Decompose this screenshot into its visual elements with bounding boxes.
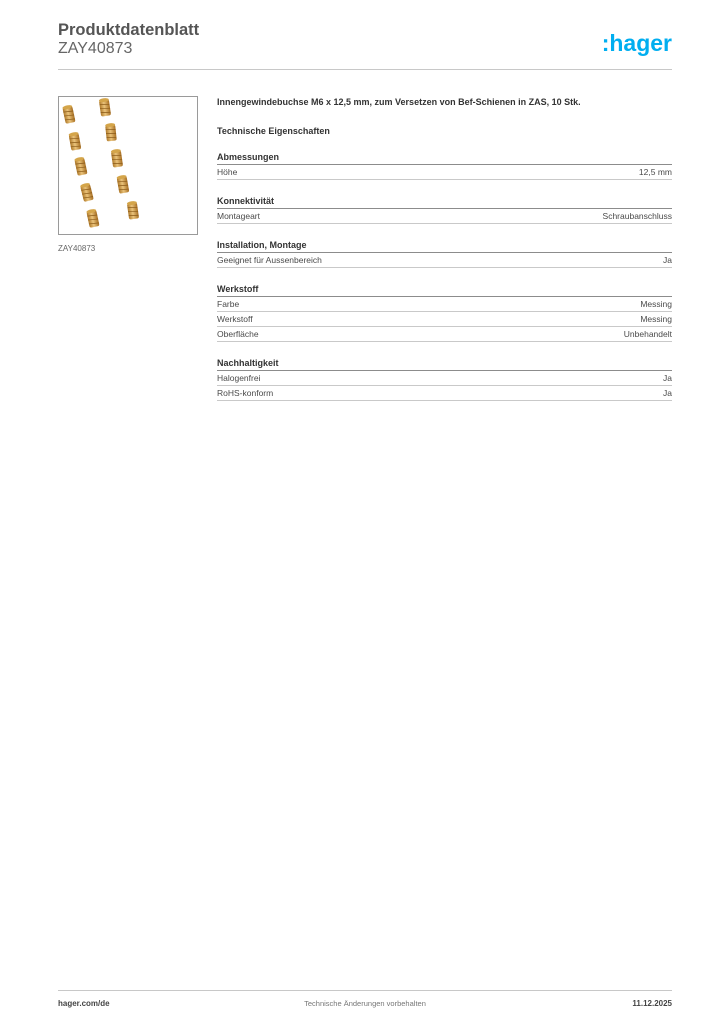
hager-logo (592, 26, 672, 60)
product-image (58, 96, 198, 235)
property-value: Messing (640, 314, 672, 324)
property-label: Geeignet für Aussenbereich (217, 255, 322, 265)
property-row (217, 327, 672, 342)
bushing (99, 98, 111, 117)
property-value: Ja (663, 255, 672, 265)
bushing (62, 104, 75, 123)
bushing (111, 149, 123, 168)
property-group (217, 151, 672, 180)
section-title: Technische Eigenschaften (217, 126, 330, 136)
group-title: Installation, Montage (217, 239, 672, 253)
logo-text: :hager (601, 30, 672, 56)
property-group (217, 283, 672, 342)
property-label: RoHS-konform (217, 388, 274, 398)
property-group (217, 195, 672, 224)
bushing (86, 208, 99, 227)
footer-website[interactable]: hager.com/de (58, 999, 110, 1008)
page-footer (58, 990, 672, 1008)
property-label: Farbe (217, 299, 240, 309)
bushing (80, 182, 94, 202)
product-description: Innengewindebuchse M6 x 12,5 mm, zum Versetzen von Bef-Schienen in ZAS, 10 Stk. (217, 97, 581, 107)
property-value: 12,5 mm (638, 167, 672, 177)
property-label: Montageart (217, 211, 260, 221)
property-label: Höhe (217, 167, 238, 177)
property-label: Oberfläche (217, 329, 259, 339)
property-group (217, 357, 672, 401)
bushing (68, 131, 81, 150)
bushing (105, 123, 117, 142)
property-row (217, 165, 672, 180)
bushing (116, 174, 129, 193)
bushing-items (62, 98, 139, 228)
group-title: Abmessungen (217, 151, 672, 165)
property-row (217, 209, 672, 224)
product-code: ZAY40873 (58, 40, 133, 57)
property-value: Messing (640, 299, 672, 309)
property-value: Unbehandelt (623, 329, 672, 339)
property-row (217, 371, 672, 386)
property-row (217, 386, 672, 401)
property-row (217, 312, 672, 327)
document-title: Produktdatenblatt (58, 21, 200, 39)
property-value: Ja (663, 388, 672, 398)
bushing (74, 156, 87, 175)
group-title: Nachhaltigkeit (217, 357, 672, 371)
footer-date: 11.12.2025 (632, 999, 672, 1008)
property-label: Werkstoff (217, 314, 253, 324)
property-value: Ja (663, 373, 672, 383)
product-details (217, 96, 672, 401)
property-label: Halogenfrei (217, 373, 261, 383)
property-row (217, 297, 672, 312)
property-value: Schraubanschluss (602, 211, 672, 221)
product-photo (59, 97, 197, 234)
image-caption: ZAY40873 (58, 244, 96, 253)
page-header (58, 20, 672, 70)
property-group (217, 239, 672, 268)
property-row (217, 253, 672, 268)
footer-disclaimer: Technische Änderungen vorbehalten (304, 999, 426, 1008)
group-title: Konnektivität (217, 195, 672, 209)
property-groups (217, 151, 672, 401)
bushing (127, 201, 139, 220)
group-title: Werkstoff (217, 283, 672, 297)
